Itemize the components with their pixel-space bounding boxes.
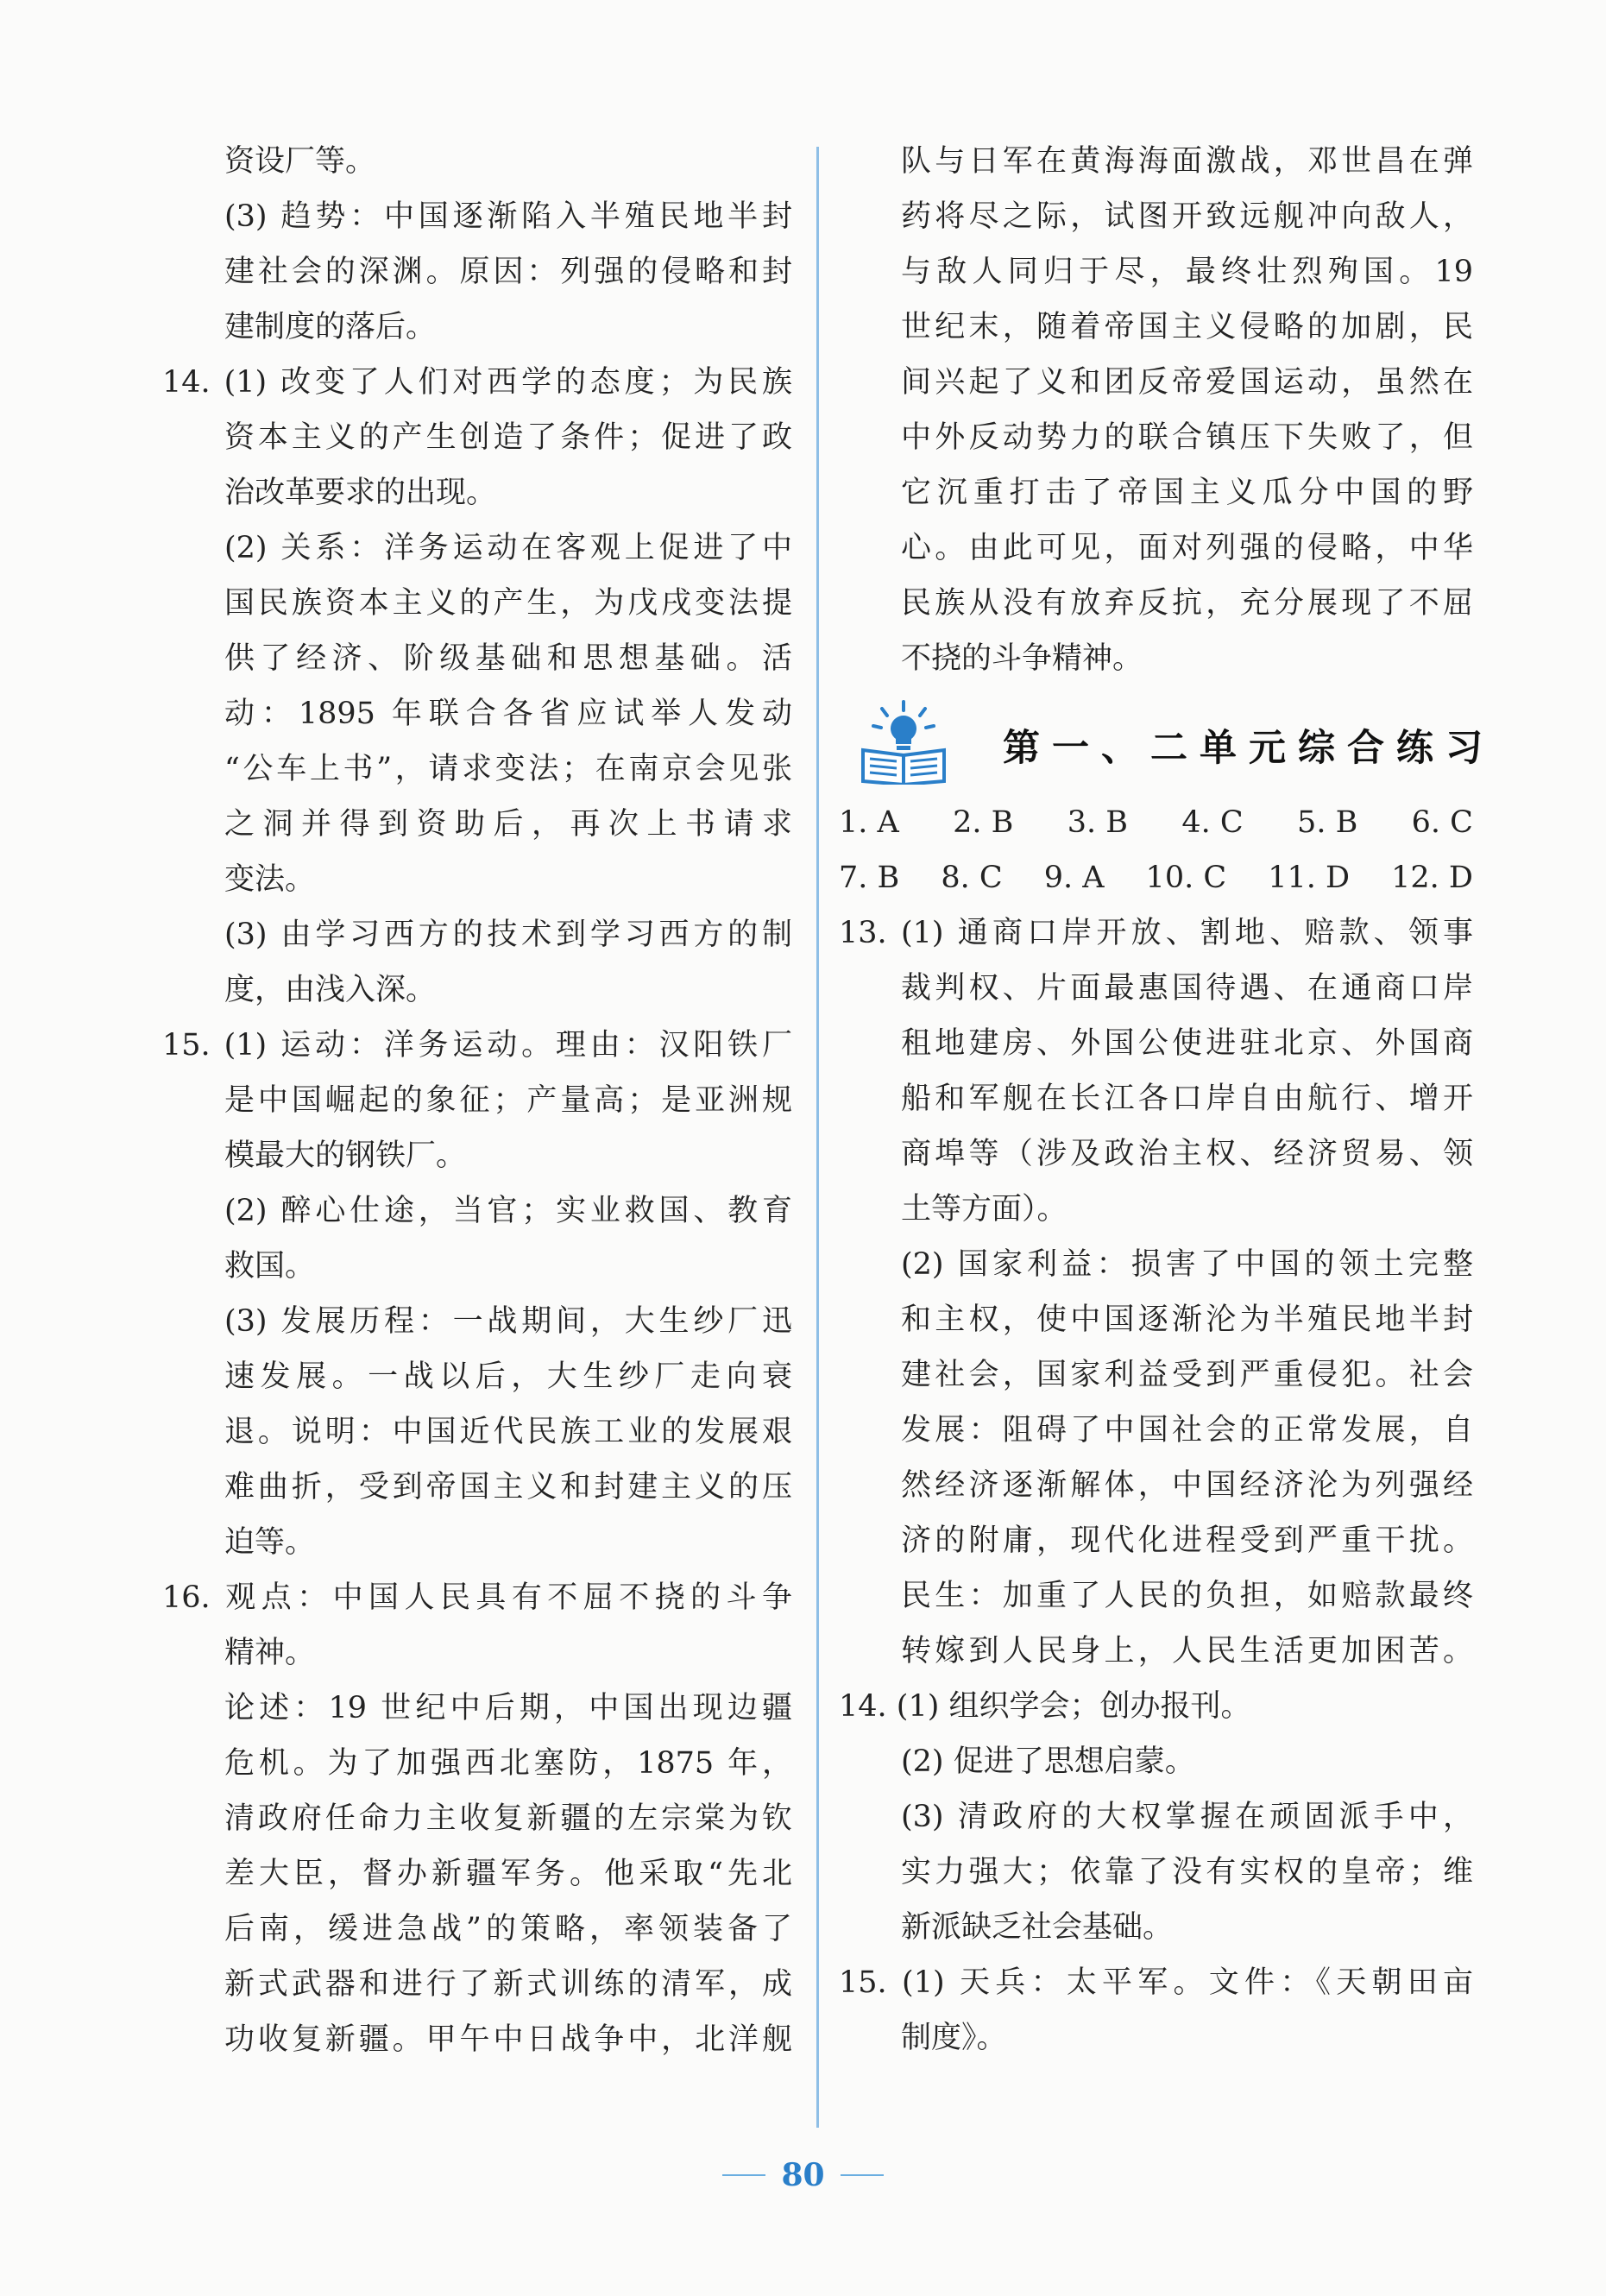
text-line: 模最大的钢铁厂。 [224, 1139, 467, 1173]
text-line: 14. (1) 改变了人们对西学的态度；为民族 [162, 365, 792, 400]
text-line: 民族从没有放弃反抗，充分展现了不屈 [901, 586, 1473, 621]
right-column [839, 134, 1495, 2066]
choice-answer: 2. B [953, 805, 1014, 840]
choice-answer: 11. D [1268, 861, 1351, 895]
text-line: 裁判权、片面最惠国待遇、在通商口岸 [901, 971, 1473, 1006]
text-line: 建社会的深渊。原因：列强的侵略和封 [224, 255, 792, 289]
text-line: 治改革要求的出现。 [224, 476, 497, 510]
text-line: 退。说明：中国近代民族工业的发展艰 [224, 1415, 792, 1449]
text-line: 迫等。 [224, 1525, 316, 1560]
unit-title: 第一、二单元综合练习 [1003, 727, 1495, 770]
text-line: 新式武器和进行了新式训练的清军，成 [224, 1967, 792, 2002]
text-line: 它沉重打击了帝国主义瓜分中国的野 [901, 476, 1473, 510]
text-line: 和主权，使中国逐渐沦为半殖民地半封 [901, 1303, 1473, 1337]
choice-answer: 4. C [1181, 805, 1244, 840]
text-line: 心。由此可见，面对列强的侵略，中华 [901, 531, 1473, 565]
choice-answer: 10. C [1145, 861, 1227, 895]
text-line: 功收复新疆。甲午中日战争中，北洋舰 [224, 2022, 792, 2057]
text-line: 论述：19 世纪中后期，中国出现边疆 [224, 1691, 792, 1725]
text-line: (2) 促进了思想启蒙。 [901, 1744, 1195, 1779]
text-line: (2) 国家利益：损害了中国的领土完整 [901, 1247, 1473, 1282]
text-line: 资设厂等。 [224, 144, 376, 179]
text-line: 危机。为了加强西北塞防，1875 年， [224, 1746, 792, 1781]
text-line: 间兴起了义和团反帝爱国运动，虽然在 [901, 365, 1473, 400]
text-line: 中外反动势力的联合镇压下失败了，但 [901, 420, 1473, 455]
text-line: 建社会，国家利益受到严重侵犯。社会 [901, 1358, 1473, 1392]
text-line: 变法。 [224, 862, 316, 897]
text-line: 15. (1) 运动：洋务运动。理由：汉阳铁厂 [162, 1028, 792, 1063]
choice-answer: 7. B [839, 861, 900, 895]
choice-answer: 8. C [941, 861, 1003, 895]
text-line: 队与日军在黄海海面激战，邓世昌在弹 [901, 144, 1473, 179]
text-line: 清政府任命力主收复新疆的左宗棠为钦 [224, 1801, 792, 1836]
choice-answer: 9. A [1043, 861, 1105, 895]
text-line: 与敌人同归于尽，最终壮烈殉国。19 [901, 255, 1473, 289]
text-line: 土等方面）。 [901, 1192, 1068, 1227]
text-line: 转嫁到人民身上，人民生活更加困苦。 [901, 1634, 1473, 1668]
text-line: 世纪末，随着帝国主义侵略的加剧，民 [901, 310, 1473, 344]
text-line: (3) 清政府的大权掌握在顽固派手中， [901, 1800, 1473, 1834]
column-divider [816, 147, 819, 2128]
choice-answer: 6. C [1411, 805, 1473, 840]
text-line: 差大臣，督办新疆军务。他采取“先北 [224, 1857, 792, 1891]
text-line: 资本主义的产生创造了条件；促进了政 [224, 420, 792, 455]
text-line: (3) 趋势：中国逐渐陷入半殖民地半封 [224, 199, 792, 234]
text-line: 不挠的斗争精神。 [901, 641, 1143, 676]
text-line: “公车上书”，请求变法；在南京会见张 [224, 752, 792, 786]
text-line: 然经济逐渐解体，中国经济沦为列强经 [901, 1468, 1473, 1503]
text-line: 是中国崛起的象征；产量高；是亚洲规 [224, 1083, 792, 1118]
text-line: 实力强大；依靠了没有实权的皇帝；维 [901, 1855, 1473, 1889]
text-line: 难曲折，受到帝国主义和封建主义的压 [224, 1470, 792, 1504]
text-line: 国民族资本主义的产生，为戊戌变法提 [224, 586, 792, 621]
text-line: 14. (1) 组织学会；创办报刊。 [839, 1689, 1251, 1724]
text-line: 之洞并得到资助后，再次上书请求 [224, 807, 792, 842]
text-line: 15. (1) 天兵：太平军。文件：《天朝田亩 [839, 1965, 1473, 2000]
text-line: 16. 观点：中国人民具有不屈不挠的斗争 [162, 1580, 792, 1615]
text-line: 制度》。 [901, 2021, 1007, 2055]
text-line: 民生：加重了人民的负担，如赔款最终 [901, 1579, 1473, 1613]
text-line: 动：1895 年联合各省应试举人发动 [224, 697, 792, 731]
left-column [162, 134, 792, 2067]
text-line: (3) 由学习西方的技术到学习西方的制 [224, 918, 792, 952]
text-line: (2) 醉心仕途，当官；实业救国、教育 [224, 1194, 792, 1228]
text-line: 船和军舰在长江各口岸自由航行、增开 [901, 1082, 1473, 1116]
text-line: 药将尽之际，试图开致远舰冲向敌人， [901, 199, 1473, 234]
text-line: 13. (1) 通商口岸开放、割地、赔款、领事 [839, 916, 1473, 950]
text-line: 度，由浅入深。 [224, 973, 437, 1007]
footer-rule [722, 2174, 765, 2176]
unit-heading [839, 698, 1495, 793]
choice-answers-row [839, 795, 1473, 850]
choice-answers-row [839, 850, 1473, 905]
text-line: 建制度的落后。 [224, 310, 437, 344]
page-footer [0, 2149, 1606, 2201]
text-line: 新派缺乏社会基础。 [901, 1910, 1174, 1945]
footer-rule [841, 2174, 884, 2176]
text-line: 济的附庸，现代化进程受到严重干扰。 [901, 1523, 1473, 1558]
text-line: 后南，缓进急战”的策略，率领装备了 [224, 1912, 792, 1946]
text-line: 精神。 [224, 1636, 316, 1670]
text-line: 供了经济、阶级基础和思想基础。活 [224, 641, 792, 676]
text-line: 救国。 [224, 1249, 316, 1284]
text-line: (2) 关系：洋务运动在客观上促进了中 [224, 531, 792, 565]
choice-answer: 5. B [1297, 805, 1358, 840]
text-line: (3) 发展历程：一战期间，大生纱厂迅 [224, 1304, 792, 1339]
text-line: 发展：阻碍了中国社会的正常发展，自 [901, 1413, 1473, 1448]
book-lightbulb-icon [856, 698, 951, 785]
page-number: 80 [781, 2157, 825, 2193]
text-line: 商埠等（涉及政治主权、经济贸易、领 [901, 1137, 1473, 1171]
choice-answer: 3. B [1067, 805, 1129, 840]
text-line: 速发展。一战以后，大生纱厂走向衰 [224, 1359, 792, 1394]
text-line: 租地建房、外国公使进驻北京、外国商 [901, 1026, 1473, 1061]
choice-answer: 12. D [1391, 861, 1473, 895]
choice-answer: 1. A [839, 805, 899, 840]
